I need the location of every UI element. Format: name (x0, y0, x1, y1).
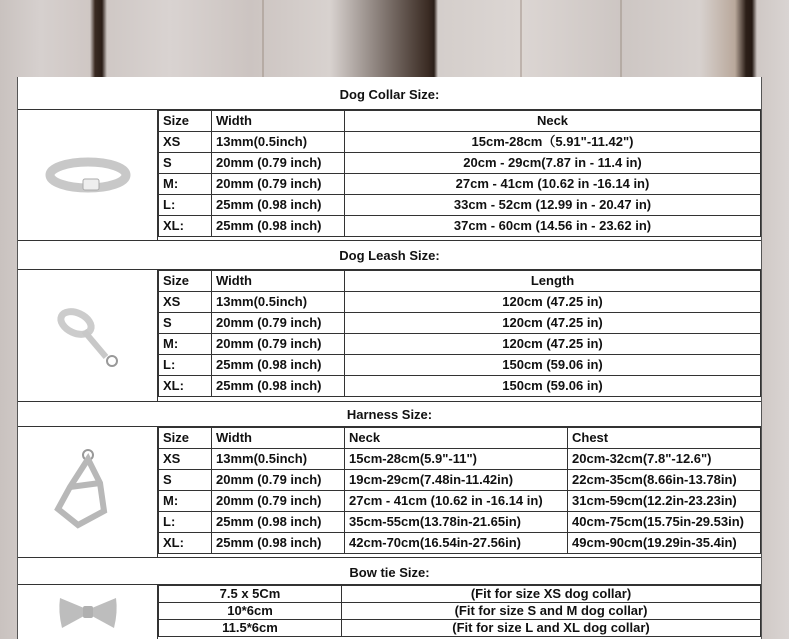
cell-width: 13mm(0.5inch) (212, 449, 345, 470)
cell-chest: 20cm-32cm(7.8"-12.6") (568, 449, 761, 470)
table-row (159, 586, 761, 603)
collar-icon (43, 155, 133, 195)
cell-size: XS (159, 292, 212, 313)
header-length: Length (345, 271, 761, 292)
cell-fit: (Fit for size S and M dog collar) (342, 603, 761, 620)
leash-size-table (158, 270, 761, 397)
cell-dimensions: 7.5 x 5Cm (159, 586, 342, 603)
wood-grain (520, 0, 522, 80)
cell-chest: 49cm-90cm(19.29in-35.4in) (568, 533, 761, 554)
cell-size: XL: (159, 216, 212, 237)
cell-width: 25mm (0.98 inch) (212, 195, 345, 216)
header-width: Width (212, 271, 345, 292)
cell-size: XL: (159, 533, 212, 554)
table-row (159, 376, 761, 397)
cell-length: 150cm (59.06 in) (345, 376, 761, 397)
cell-fit: (Fit for size XS dog collar) (342, 586, 761, 603)
cell-width: 20mm (0.79 inch) (212, 470, 345, 491)
collar-section-title: Dog Collar Size: (18, 77, 761, 110)
bow-tie-image (18, 585, 158, 639)
header-size: Size (159, 271, 212, 292)
table-row (159, 174, 761, 195)
cell-width: 25mm (0.98 inch) (212, 533, 345, 554)
cell-length: 150cm (59.06 in) (345, 355, 761, 376)
cell-width: 13mm(0.5inch) (212, 292, 345, 313)
cell-width: 20mm (0.79 inch) (212, 491, 345, 512)
cell-neck: 37cm - 60cm (14.56 in - 23.62 in) (345, 216, 761, 237)
leash-section-title: Dog Leash Size: (18, 240, 761, 270)
cell-size: M: (159, 491, 212, 512)
table-row (159, 470, 761, 491)
cell-width: 20mm (0.79 inch) (212, 334, 345, 355)
leash-icon (48, 301, 128, 371)
table-header-row (159, 428, 761, 449)
header-width: Width (212, 111, 345, 132)
cell-width: 25mm (0.98 inch) (212, 355, 345, 376)
dog-leash-image (18, 270, 158, 401)
header-neck: Neck (345, 428, 568, 449)
cell-neck: 27cm - 41cm (10.62 in -16.14 in) (345, 174, 761, 195)
wood-grain (620, 0, 622, 80)
cell-fit: (Fit for size L and XL dog collar) (342, 620, 761, 637)
cell-width: 25mm (0.98 inch) (212, 376, 345, 397)
cell-neck: 20cm - 29cm(7.87 in - 11.4 in) (345, 153, 761, 174)
bowtie-section-title: Bow tie Size: (18, 557, 761, 585)
cell-neck: 33cm - 52cm (12.99 in - 20.47 in) (345, 195, 761, 216)
wood-grain (262, 0, 264, 80)
cell-chest: 40cm-75cm(15.75in-29.53in) (568, 512, 761, 533)
cell-size: XL: (159, 376, 212, 397)
cell-chest: 22cm-35cm(8.66in-13.78in) (568, 470, 761, 491)
size-chart-panel (17, 77, 762, 639)
cell-neck: 15cm-28cm（5.91"-11.42") (345, 132, 761, 153)
header-chest: Chest (568, 428, 761, 449)
table-row (159, 533, 761, 554)
table-row (159, 603, 761, 620)
table-row (159, 620, 761, 637)
bow-tie-icon (56, 592, 120, 632)
cell-size: XS (159, 449, 212, 470)
cell-neck: 15cm-28cm(5.9"-11") (345, 449, 568, 470)
cell-width: 25mm (0.98 inch) (212, 512, 345, 533)
cell-size: L: (159, 355, 212, 376)
cell-width: 25mm (0.98 inch) (212, 216, 345, 237)
dog-harness-image (18, 427, 158, 557)
cell-chest: 31cm-59cm(12.2in-23.23in) (568, 491, 761, 512)
table-row (159, 512, 761, 533)
table-row (159, 216, 761, 237)
collar-size-table (158, 110, 761, 237)
cell-length: 120cm (47.25 in) (345, 334, 761, 355)
table-row (159, 334, 761, 355)
cell-width: 13mm(0.5inch) (212, 132, 345, 153)
cell-size: S (159, 470, 212, 491)
header-width: Width (212, 428, 345, 449)
header-size: Size (159, 111, 212, 132)
cell-size: L: (159, 512, 212, 533)
cell-dimensions: 11.5*6cm (159, 620, 342, 637)
table-header-row (159, 111, 761, 132)
table-header-row (159, 271, 761, 292)
harness-section-title: Harness Size: (18, 401, 761, 427)
header-size: Size (159, 428, 212, 449)
table-row (159, 132, 761, 153)
cell-length: 120cm (47.25 in) (345, 292, 761, 313)
cell-neck: 27cm - 41cm (10.62 in -16.14 in) (345, 491, 568, 512)
table-row (159, 313, 761, 334)
harness-size-table (158, 427, 761, 554)
cell-size: M: (159, 174, 212, 195)
cell-size: S (159, 153, 212, 174)
cell-size: XS (159, 132, 212, 153)
table-row (159, 491, 761, 512)
cell-length: 120cm (47.25 in) (345, 313, 761, 334)
cell-dimensions: 10*6cm (159, 603, 342, 620)
table-row (159, 355, 761, 376)
bowtie-size-table (158, 585, 761, 637)
table-row (159, 195, 761, 216)
cell-size: M: (159, 334, 212, 355)
cell-size: L: (159, 195, 212, 216)
cell-size: S (159, 313, 212, 334)
cell-width: 20mm (0.79 inch) (212, 174, 345, 195)
table-row (159, 153, 761, 174)
table-row (159, 292, 761, 313)
cell-width: 20mm (0.79 inch) (212, 313, 345, 334)
harness-icon (48, 447, 128, 537)
header-neck: Neck (345, 111, 761, 132)
cell-neck: 42cm-70cm(16.54in-27.56in) (345, 533, 568, 554)
cell-neck: 35cm-55cm(13.78in-21.65in) (345, 512, 568, 533)
table-row (159, 449, 761, 470)
cell-width: 20mm (0.79 inch) (212, 153, 345, 174)
dog-collar-image (18, 110, 158, 240)
cell-neck: 19cm-29cm(7.48in-11.42in) (345, 470, 568, 491)
